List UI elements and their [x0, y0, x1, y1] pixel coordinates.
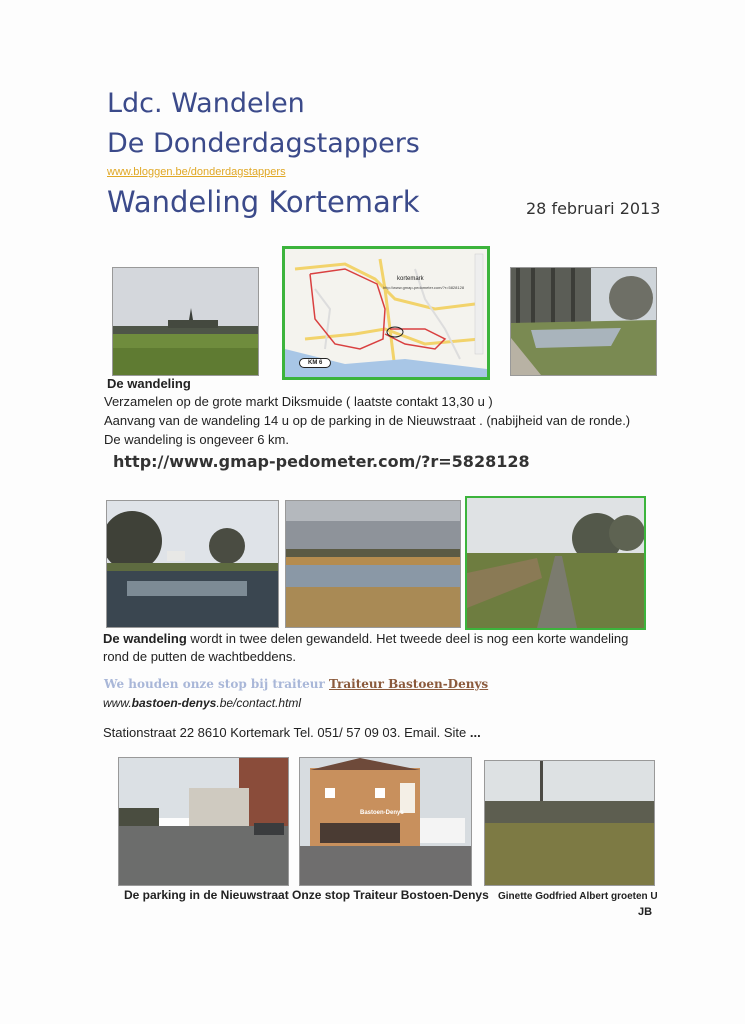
map-url-small: http://www.gmap-pedometer.com/?r=5828128 — [383, 285, 465, 290]
walk-heading: De wandeling — [107, 376, 191, 391]
church-landscape-photo — [112, 267, 259, 376]
route-map[interactable] — [282, 246, 490, 380]
address-line — [103, 725, 481, 741]
website-domain: bastoen-denys — [131, 696, 217, 710]
shop-sign: Bastoen-Denys — [360, 810, 404, 816]
canal-path-photo — [465, 496, 646, 630]
pond-reflection-photo — [106, 500, 279, 628]
walk-date: 28 februari 2013 — [526, 199, 661, 218]
distance-info: De wandeling is ongeveer 6 km. — [104, 432, 289, 447]
walk-parts-line2: rond de putten de wachtbeddens. — [103, 649, 296, 664]
parking-street-photo — [118, 757, 289, 886]
stop-text: We houden onze stop bij traiteur — [104, 677, 325, 691]
map-label: kortemark — [397, 276, 424, 282]
walk-parts-line — [103, 631, 628, 647]
website-suffix: .be/contact.html — [216, 696, 302, 710]
address-ellipsis: ... — [469, 725, 481, 740]
website-prefix: www. — [103, 696, 132, 710]
field-photo — [484, 760, 655, 886]
pond-trees-photo — [510, 267, 657, 376]
traiteur-shop-photo — [299, 757, 472, 886]
meeting-info: Verzamelen op de grote markt Diksmuide ( laatste contakt 13,30 u ) — [104, 394, 493, 409]
start-info: Aanvang van de wandeling 14 u op de parking in de Nieuwstraat . (nabijheid van de ronde.) — [104, 413, 631, 428]
stop-line — [104, 677, 488, 691]
footer-greeting: Ginette Godfried Albert groeten U — [498, 891, 658, 902]
website-line — [103, 696, 301, 710]
blog-link[interactable]: www.bloggen.be/donderdagstappers — [107, 166, 286, 178]
traiteur-link[interactable]: Traiteur Bastoen-Denys — [329, 677, 489, 691]
footer-initials: JB — [638, 906, 653, 918]
pedometer-link[interactable]: http://www.gmap-pedometer.com/?r=5828128 — [113, 452, 530, 471]
km-badge: KM 6 — [299, 358, 331, 368]
reed-lake-photo — [285, 500, 461, 628]
footer-caption: De parking in de Nieuwstraat Onze stop Traiteur Bostoen-Denys — [124, 888, 489, 902]
walk-parts-lead: De wandeling — [103, 631, 187, 646]
walk-parts-text: wordt in twee delen gewandeld. Het tweede deel is nog een korte wandeling — [186, 631, 629, 646]
group-name: De Donderdagstappers — [107, 128, 420, 159]
club-name: Ldc. Wandelen — [107, 88, 305, 119]
address-text: Stationstraat 22 8610 Kortemark Tel. 051/ 57 09 03. Email. Site — [103, 725, 470, 740]
walk-title: Wandeling Kortemark — [107, 185, 420, 219]
